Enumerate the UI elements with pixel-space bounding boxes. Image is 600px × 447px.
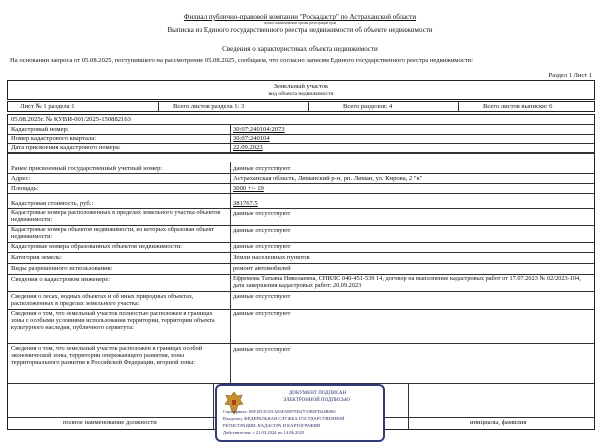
row-label: Кадастровые номера образованных объектов недвижимости: <box>11 243 182 250</box>
row-value: 381767.5 <box>233 200 258 207</box>
stamp-certificate: Сертификат: 00F1ECE101A03FA8879D47C0B5FD24B060 <box>223 409 336 414</box>
row-label: Ранее присвоенный государственный учетный номер: <box>11 165 163 172</box>
extract-number: 05.08.2025г. № КУВИ-001/2025-150882163 <box>11 116 131 123</box>
row-label: Адрес: <box>11 175 31 182</box>
ident-value: 22.09.2023 <box>233 144 263 151</box>
registry-branch-caption: полное наименование органа регистрации прав <box>263 21 337 25</box>
ident-label: Кадастровый номер: <box>11 126 69 133</box>
row-value: данные отсутствуют <box>233 210 291 217</box>
sheet-number: Лист № 1 раздела 1 <box>20 103 75 110</box>
object-type-caption: вид объекта недвижимости <box>268 91 334 97</box>
section-label: Раздел 1 Лист 1 <box>548 72 592 79</box>
ident-value: 30:07:240104 <box>233 135 270 142</box>
stamp-line2: ЭЛЕКТРОННОЙ ПОДПИСЬЮ <box>283 398 350 403</box>
row-value: 3000 +/- 19 <box>233 185 264 192</box>
row-label: Сведения о том, что земельный участок расположен в границах особой экономической зоны, территории опережающего развития, зоны территориального развития в Российской Федерации, игорной зоны: <box>11 345 203 367</box>
row-value: данные отсутствуют <box>233 165 291 172</box>
row-value: данные отсутствуют <box>233 243 291 250</box>
sheet-info-row <box>7 101 595 112</box>
row-value: данные отсутствуют <box>233 310 291 317</box>
row-label: Сведения о лесах, водных объектах и об иных природных объектах, расположенных в пределах земельного участка: <box>11 293 194 308</box>
document-subtitle: Сведения о характеристиках объекта недвижимости <box>222 45 378 53</box>
intro-text: На основании запроса от 05.08.2025, поступившего на рассмотрение 05.08.2025, сообщаем, что согласно записям Единого государственного реестра недвижимости: <box>10 57 474 64</box>
row-label: Кадастровая стоимость, руб.: <box>11 200 94 207</box>
row-label: Площадь: <box>11 185 39 192</box>
row-value: Земли населенных пунктов <box>233 254 310 261</box>
characteristics-table <box>7 114 595 430</box>
ident-value: 30:07:240104:2073 <box>233 126 285 133</box>
sheets-in-section: Всего листов раздела 1: 3 <box>173 103 245 110</box>
row-label: Сведения о том, что земельный участок полностью расположен в границах зоны с особыми условиями использования территории, территории объекта культурного наследия, публичного сервитута: <box>11 310 215 332</box>
row-label: Виды разрешенного использования: <box>11 265 113 272</box>
row-value: данные отсутствуют <box>233 346 291 353</box>
stamp-validity: Действителен: с 21.03.2024 по 14.06.2025 <box>223 430 305 435</box>
row-value: данные отсутствуют <box>233 293 291 300</box>
sheets-total: Всего листов выписки: 6 <box>483 103 553 110</box>
stamp-owner-cont: РЕГИСТРАЦИИ, КАДАСТРА И КАРТОГРАФИИ <box>223 423 321 428</box>
stamp-owner: Владелец: ФЕДЕРАЛЬНАЯ СЛУЖБА ГОСУДАРСТВЕННОЙ <box>223 416 345 421</box>
ident-label: Дата присвоения кадастрового номера: <box>11 144 121 151</box>
ident-label: Номер кадастрового квартала: <box>11 135 96 142</box>
document-title: Выписка из Единого государственного реестра недвижимости об объекте недвижимости <box>167 26 433 34</box>
row-label: Кадастровые номера объектов недвижимости, из которых образован объект недвижимости: <box>11 226 215 241</box>
object-type: Земельный участок <box>273 83 329 90</box>
row-value: данные отсутствуют <box>233 227 291 234</box>
electronic-signature-stamp <box>215 384 385 442</box>
row-value: Астраханская область, Лиманский р-н, рп. Лиман, ул. Кирова, 2 "к" <box>233 175 423 182</box>
footer-name-caption: инициалы, фамилия <box>470 419 527 426</box>
registry-branch-name: Филиал публично-правовой компании "Роскадастр" по Астраханской области <box>183 13 417 21</box>
row-value: Ефремова Татьяна Николаевна, СНИЛС 040-451-539 14, договор на выполнение кадастровых работ от 17.07.2023 № 02/2023-104, дата завершения кадастровых работ: 20.09.2023 <box>233 275 581 290</box>
row-label: Категория земель: <box>11 254 62 261</box>
object-type-box <box>7 80 595 100</box>
row-label: Кадастровые номера расположенных в пределах земельного участка объектов недвижимости: <box>11 209 221 224</box>
stamp-line1: ДОКУМЕНТ ПОДПИСАН <box>289 391 347 396</box>
sections-total: Всего разделов: 4 <box>343 103 393 110</box>
row-value: ремонт автомобилей <box>233 265 291 272</box>
row-label: Сведения о кадастровом инженере: <box>11 276 111 283</box>
footer-position-caption: полное наименование должности <box>63 419 157 426</box>
